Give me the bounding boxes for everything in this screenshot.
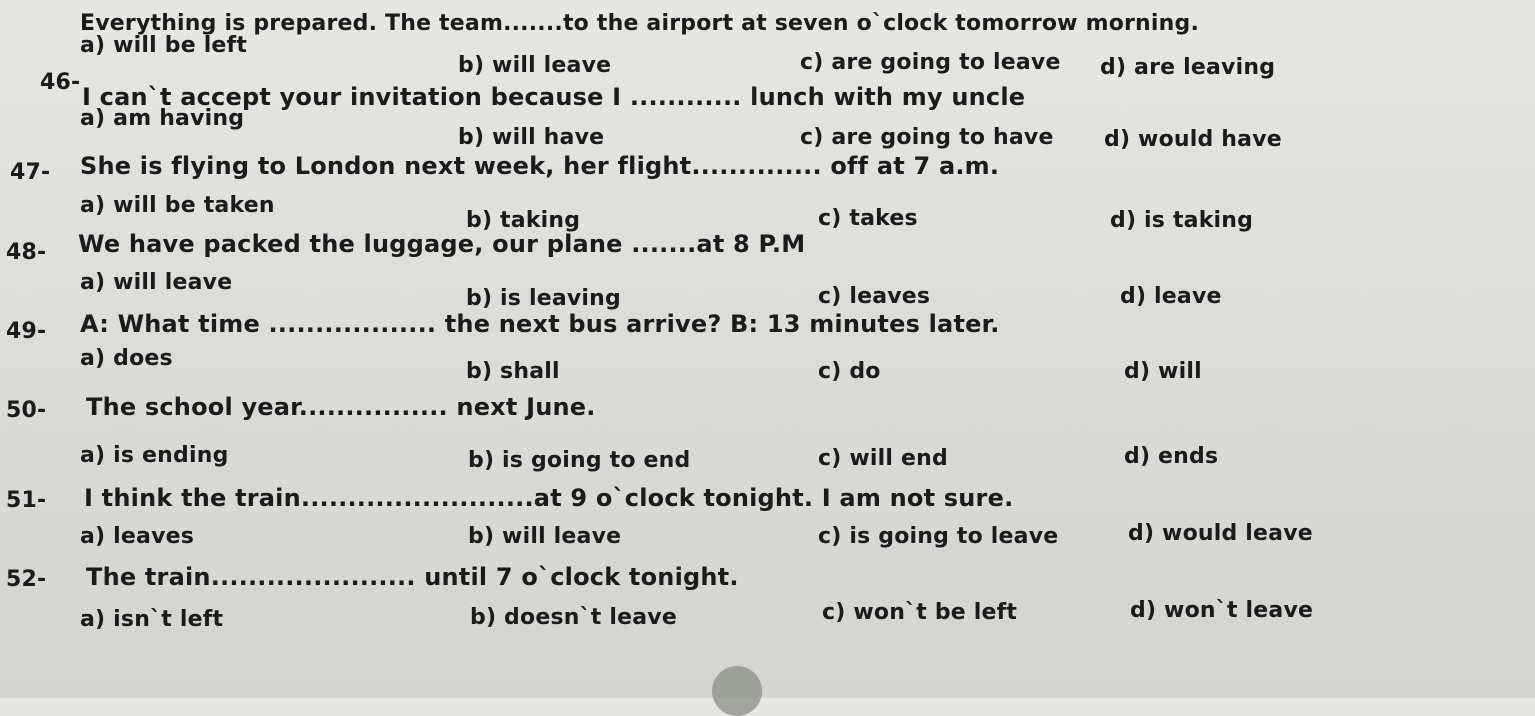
question-52-option-d: d) won`t leave xyxy=(1130,598,1314,623)
question-49-option-c: c) do xyxy=(818,359,881,384)
question-47-option-c: c) takes xyxy=(818,206,918,231)
question-47-number: 47- xyxy=(10,160,51,185)
question-48-option-d: d) leave xyxy=(1120,284,1222,309)
question-49-number: 49- xyxy=(6,319,47,344)
question-51-option-c: c) is going to leave xyxy=(818,524,1059,549)
question-51-text: I think the train.........................at 9 o`clock tonight. I am not sure. xyxy=(84,484,1014,512)
question-46-option-b: b) will have xyxy=(458,125,605,150)
question-50-option-d: d) ends xyxy=(1124,444,1219,469)
question-49-text: A: What time .................. the next bus arrive? B: 13 minutes later. xyxy=(80,310,1000,338)
question-45-option-c: c) are going to leave xyxy=(800,50,1061,75)
question-46-option-a: a) am having xyxy=(80,106,245,131)
question-49-option-a: a) does xyxy=(80,346,173,371)
question-52-number: 52- xyxy=(6,567,47,592)
question-45-text: Everything is prepared. The team.......to the airport at seven o`clock tomorrow morning. xyxy=(80,11,1200,36)
question-46-option-d: d) would have xyxy=(1104,127,1282,152)
question-47-text: She is flying to London next week, her flight.............. off at 7 a.m. xyxy=(80,152,1000,180)
question-48-option-b: b) is leaving xyxy=(466,286,621,311)
question-52-text: The train...................... until 7 o`clock tonight. xyxy=(86,563,739,591)
question-52-option-c: c) won`t be left xyxy=(822,600,1018,625)
question-49-option-d: d) will xyxy=(1124,359,1202,384)
question-46-text: I can`t accept your invitation because I ............ lunch with my uncle xyxy=(82,83,1026,111)
question-47-option-b: b) taking xyxy=(466,208,581,233)
question-50-option-b: b) is going to end xyxy=(468,448,691,473)
question-45-option-b: b) will leave xyxy=(458,53,612,78)
question-48-number: 48- xyxy=(6,240,47,265)
question-45-option-a: a) will be left xyxy=(80,33,248,58)
punch-hole xyxy=(712,666,762,716)
question-50-option-a: a) is ending xyxy=(80,443,229,468)
question-50-number: 50- xyxy=(6,398,47,423)
question-49-option-b: b) shall xyxy=(466,359,560,384)
question-50-text: The school year................ next June. xyxy=(86,393,596,421)
question-48-text: We have packed the luggage, our plane .......at 8 P.M xyxy=(78,230,806,258)
question-51-option-b: b) will leave xyxy=(468,524,622,549)
question-47-option-a: a) will be taken xyxy=(80,193,275,218)
question-52-option-b: b) doesn`t leave xyxy=(470,605,677,630)
question-50-option-c: c) will end xyxy=(818,446,948,471)
question-51-option-d: d) would leave xyxy=(1128,521,1313,546)
question-46-number: 46- xyxy=(40,70,81,95)
question-51-option-a: a) leaves xyxy=(80,524,195,549)
question-45-option-d: d) are leaving xyxy=(1100,55,1276,80)
question-51-number: 51- xyxy=(6,488,47,513)
question-48-option-a: a) will leave xyxy=(80,270,233,295)
question-46-option-c: c) are going to have xyxy=(800,125,1054,150)
question-52-option-a: a) isn`t left xyxy=(80,607,224,632)
question-47-option-d: d) is taking xyxy=(1110,208,1254,233)
question-48-option-c: c) leaves xyxy=(818,284,931,309)
